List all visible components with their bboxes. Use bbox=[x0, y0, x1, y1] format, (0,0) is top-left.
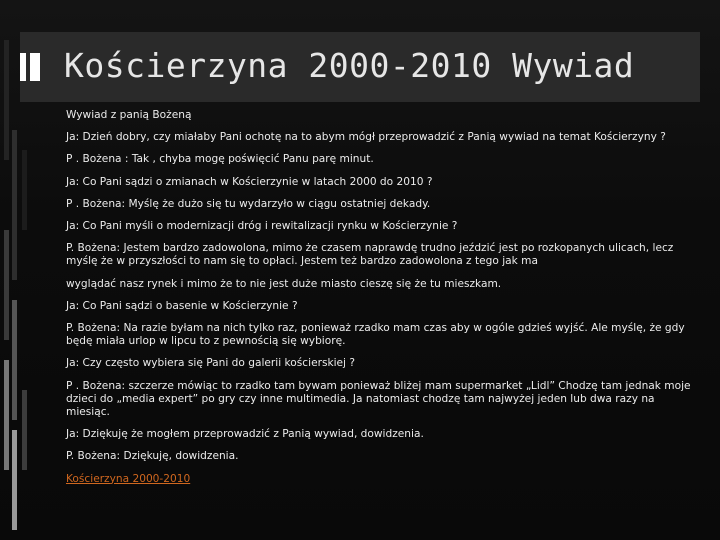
slide-title: Kościerzyna 2000-2010 Wywiad bbox=[64, 46, 635, 85]
title-bars-icon bbox=[20, 53, 40, 81]
paragraph: Ja: Czy często wybiera się Pani do galerii kościerskiej ? bbox=[66, 357, 355, 370]
paragraph: wyglądać nasz rynek i mimo że to nie jest duże miasto cieszę się że tu mieszkam. bbox=[66, 277, 502, 290]
paragraph: P. Bożena: Dziękuję, dowidzenia. bbox=[66, 450, 239, 463]
hyperlink-koscierzyna[interactable]: Kościerzyna 2000-2010 bbox=[66, 472, 191, 485]
paragraph: Ja: Dzień dobry, czy miałaby Pani ochotę na to abym mógł przeprowadzić z Panią wywiad na temat Kościerzyny ? bbox=[66, 131, 666, 144]
paragraph: Ja: Co Pani sądzi o basenie w Kościerzynie ? bbox=[66, 299, 298, 312]
paragraph: P . Bożena: szczerze mówiąc to rzadko tam bywam ponieważ bliżej mam supermarket „Lidl” Chodzę tam jednak moje dzieci do „media expert” po gry czy inne multimedia. Ja natomiast chodzę tam najwyżej jeden lub dwa razy na miesiąc. bbox=[66, 379, 691, 419]
paragraph: Wywiad z panią Bożeną bbox=[66, 109, 192, 121]
link-paragraph bbox=[66, 473, 696, 486]
paragraph: Ja: Dziękuję że mogłem przeprowadzić z Panią wywiad, dowidzenia. bbox=[66, 428, 424, 441]
interview-text bbox=[66, 109, 696, 495]
paragraph: Ja: Co Pani sądzi o zmianach w Kościerzynie w latach 2000 do 2010 ? bbox=[66, 175, 433, 188]
paragraph: P. Bożena: Jestem bardzo zadowolona, mimo że czasem naprawdę trudno jeździć jest po rozkopanych ulicach, lecz myślę że w przyszłości to nam się to opłaci. Jestem też bardzo zadowolona z tego jak ma bbox=[66, 242, 674, 268]
paragraph: P . Bożena: Myślę że dużo się tu wydarzyło w ciągu ostatniej dekady. bbox=[66, 197, 431, 210]
paragraph: P. Bożena: Na razie byłam na nich tylko raz, ponieważ rzadko mam czas aby w ogóle gdzieś wyjść. Ale myślę, że gdy będę miała urlop w lipcu to z pewnością się wybiorę. bbox=[66, 322, 685, 348]
paragraph: P . Bożena : Tak , chyba mogę poświęcić Panu parę minut. bbox=[66, 153, 374, 166]
paragraph: Ja: Co Pani myśli o modernizacji dróg i rewitalizacji rynku w Kościerzynie ? bbox=[66, 220, 458, 233]
